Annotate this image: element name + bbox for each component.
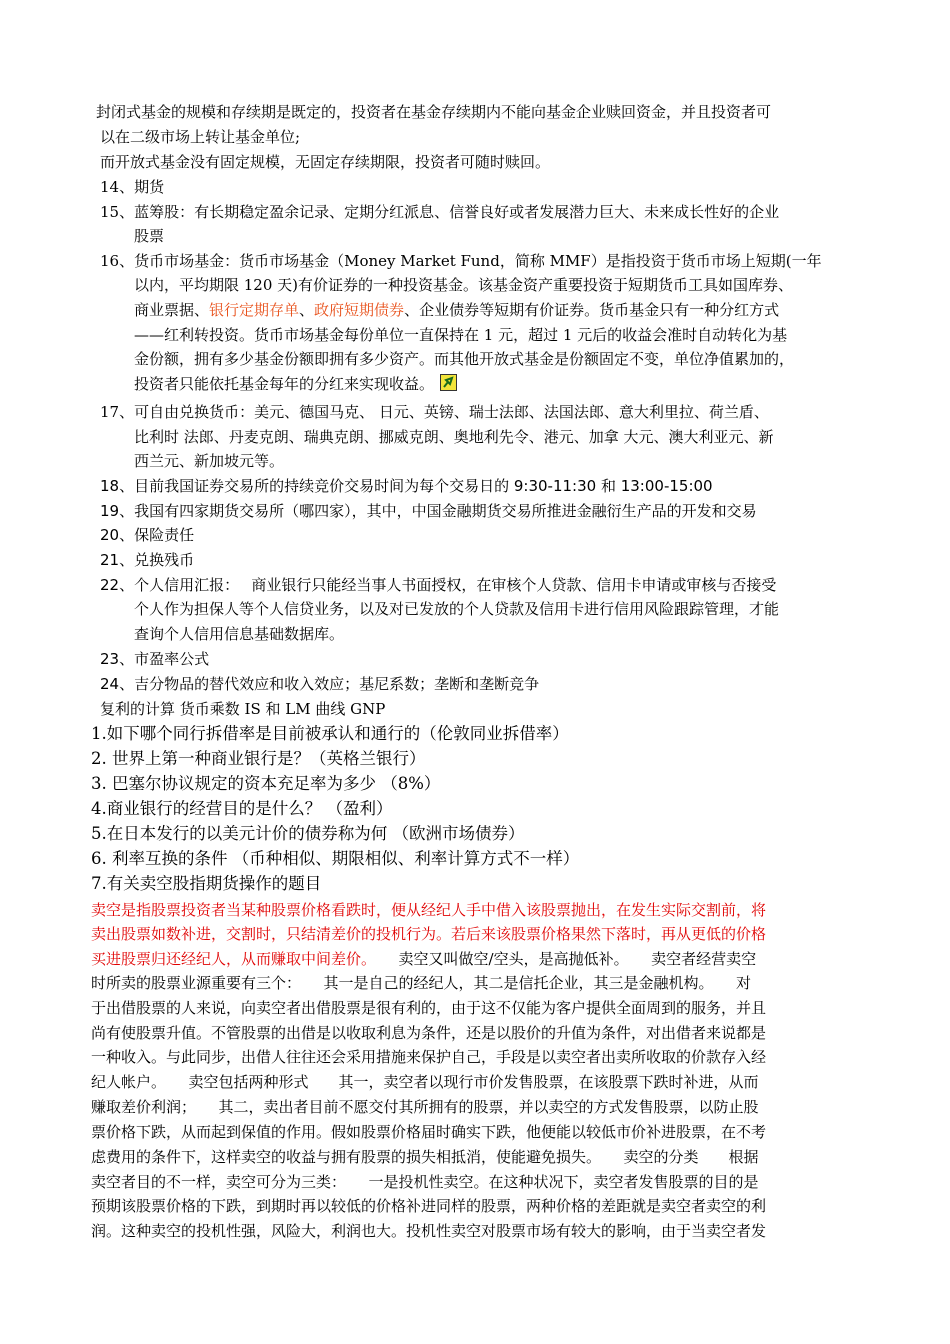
question-line: 2. 世界上第一种商业银行是？（英格兰银行） [91,749,426,768]
text-line: 时所卖的股票业源重要有三个： 其一是自己的经纪人，其二是信托企业，其三是金融机构。 对 [91,974,752,992]
question-line: 4.商业银行的经营目的是什么？ （盈利） [91,799,393,818]
text-line: 24、吉分物品的替代效应和收入效应；基尼系数；垄断和垄断竞争 [100,675,540,693]
text-segment: 、企业债券等短期有价证券。货币基金只有一种分红方式 [404,301,780,319]
text-line: 复利的计算 货币乘数 IS 和 LM 曲线 GNP [100,700,386,718]
question-line: 1.如下哪个同行拆借率是目前被承认和通行的（伦敦同业拆借率） [91,724,569,743]
highlight-term: 银行定期存单 [209,301,300,319]
text-line: 17、可自由兑换货币：美元、德国马克、 日元、英镑、瑞士法郎、法国法郎、意大利里拉、荷兰盾、 [100,403,769,421]
text-line: 金份额，拥有多少基金份额即拥有多少资产。而其他开放式基金是份额固定不变，单位净值累加的， [134,350,795,368]
text-line: 尚有使股票升值。不管股票的出借是以收取利息为条件，还是以股价的升值为条件，对出借者来说都是 [91,1024,767,1042]
text-segment: 、 [299,301,315,319]
text-line: 票价格下跌，从而起到保值的作用。假如股票价格届时确实下跌，他便能以较低市价补进股票，在不考 [91,1123,767,1141]
highlight-line: 卖空是指股票投资者当某种股票价格看跌时，便从经纪人手中借入该股票抛出，在发生实际交割前，将 [91,901,767,919]
text-line: ——红利转投资。货币市场基金每份单位一直保持在 1 元，超过 1 元后的收益会准时自动转化为基 [134,326,788,344]
text-line: 润。这种卖空的投机性强，风险大，利润也大。投机性卖空对股票市场有较大的影响，由于当卖空者发 [91,1222,767,1240]
text-segment: 商业票据、 [134,301,210,319]
text-line: 20、保险责任 [100,526,195,544]
text-segment: 投资者只能依托基金每年的分红来实现收益。 [134,375,435,393]
text-line: 比利时 法郎、丹麦克朗、瑞典克朗、挪威克朗、奥地利先令、港元、加拿 大元、澳大利亚元、新 [134,428,774,446]
text-line: 以内，平均期限 120 天)有价证券的一种投资基金。该基金资产重要投资于短期货币工具如国库券、 [134,276,794,294]
text-line: 个人作为担保人等个人信贷业务，以及对已发放的个人贷款及信用卡进行信用风险跟踪管理，才能 [134,600,780,618]
text-line: 虑费用的条件下，这样卖空的收益与拥有股票的损失相抵消，使能避免损失。 卖空的分类 根据 [91,1148,759,1166]
question-line: 3. 巴塞尔协议规定的资本充足率为多少 （8%） [91,774,441,793]
text-segment: 卖空又叫做空/空头，是高抛低补。 卖空者经营卖空 [368,950,757,968]
hyperlink-icon[interactable] [440,374,457,391]
text-line [134,372,457,396]
text-line: 西兰元、新加坡元等。 [134,452,285,470]
text-line: 21、兑换残币 [100,551,195,569]
text-line: 预期该股票价格的下跌，到期时再以较低的价格补进同样的股票，两种价格的差距就是卖空者卖空的利 [91,1197,767,1215]
text-line: 14、期货 [100,178,165,196]
text-line: 赚取差价利润； 其二，卖出者目前不愿交付其所拥有的股票，并以卖空的方式发售股票，以防止股 [91,1098,759,1116]
question-line: 7.有关卖空股指期货操作的题目 [91,874,322,893]
text-line: 23、市盈率公式 [100,650,210,668]
text-line: 16、货币市场基金：货币市场基金（Money Market Fund，简称 MMF）是指投资于货币市场上短期(一年 [100,252,822,270]
text-line: 查询个人信用信息基础数据库。 [134,625,345,643]
text-line: 纪人帐户。 卖空包括两种形式 其一，卖空者以现行市价发售股票，在该股票下跌时补进，从而 [91,1073,759,1091]
text-line: 而开放式基金没有固定规模，无固定存续期限，投资者可随时赎回。 [100,153,551,171]
text-line: 15、蓝筹股：有长期稳定盈余记录、定期分红派息、信誉良好或者发展潜力巨大、未来成长性好的企业 [100,203,780,221]
highlight-term: 政府短期债券 [314,301,405,319]
text-line: 19、我国有四家期货交易所（哪四家），其中，中国金融期货交易所推进金融衍生产品的开发和交易 [100,502,757,520]
text-line: 于出借股票的人来说，向卖空者出借股票是很有利的，由于这不仅能为客户提供全面周到的服务，并且 [91,999,767,1017]
text-line: 一种收入。与此同步，出借人往往还会采用措施来保护自己，手段是以卖空者出卖所收取的价款存入经 [91,1048,767,1066]
text-line: 卖空者目的不一样，卖空可分为三类： 一是投机性卖空。在这种状况下，卖空者发售股票的目的是 [91,1173,759,1191]
text-line: 股票 [134,227,165,245]
text-line [91,947,756,971]
highlight-line: 卖出股票如数补进，交割时，只结清差价的投机行为。若后来该股票价格果然下落时，再从更低的价格 [91,925,767,943]
text-line: 以在二级市场上转让基金单位; [100,128,301,146]
question-line: 5.在日本发行的以美元计价的债券称为何 （欧洲市场债券） [91,824,525,843]
text-line: 18、目前我国证券交易所的持续竞价交易时间为每个交易日的 9:30-11:30 和 13:00-15:00 [100,477,713,495]
question-line: 6. 利率互换的条件 （币种相似、期限相似、利率计算方式不一样） [91,849,580,868]
highlight-segment: 买进股票归还经纪人，从而赚取中间差价。 [91,950,369,968]
text-line [134,298,779,322]
text-line: 封闭式基金的规模和存续期是既定的，投资者在基金存续期内不能向基金企业赎回资金，并且投资者可 [96,103,772,121]
text-line: 22、个人信用汇报： 商业银行只能经当事人书面授权，在审核个人贷款、信用卡申请或审核与否接受 [100,576,777,594]
